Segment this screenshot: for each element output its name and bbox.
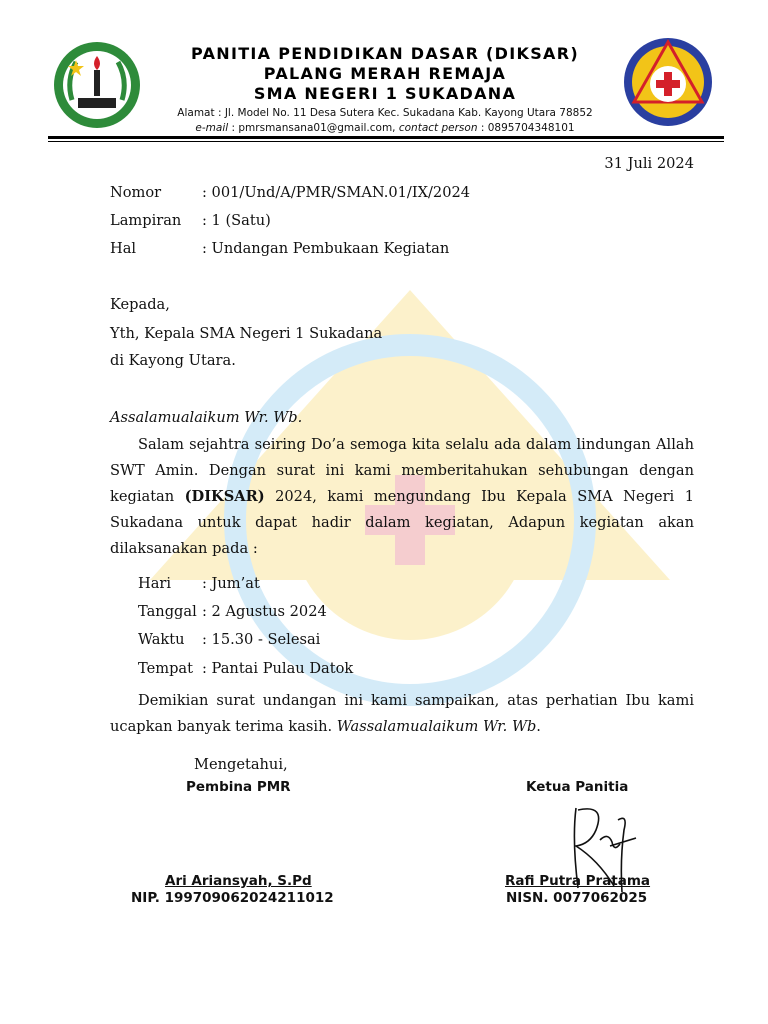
recipient-location: di Kayong Utara. [110,352,236,369]
left-signatory-name: Ari Ariansyah, S.Pd [165,873,312,889]
right-signatory-name: Rafi Putra Pratama [505,873,651,889]
closing-greeting: Wassalamualaikum Wr. Wb [336,718,537,735]
contact-phone: 0895704348101 [487,122,575,134]
letterhead-committee: PANITIA PENDIDIKAN DASAR (DIKSAR) [191,44,579,63]
event-day-row [138,575,260,592]
meta-value: : 001/Und/A/PMR/SMAN.01/IX/2024 [202,184,471,201]
closing-paragraph [110,688,694,740]
letterhead-organization: PALANG MERAH REMAJA [263,64,507,83]
left-signatory-title: Pembina PMR [186,779,291,795]
header-rule-thin [48,141,724,142]
event-value: : 2 Agustus 2024 [202,603,327,620]
event-label: Hari [138,575,172,592]
letterhead [150,44,620,136]
email-label: e-mail [195,122,229,134]
letterhead-contact: e-mail : pmrsmansana01@gmail.com, contact person : 0895704348101 [195,122,575,134]
body-paragraph [110,432,694,562]
event-time-row [138,631,320,648]
recipient-name: Yth, Kepala SMA Negeri 1 Sukadana [110,325,383,342]
event-label: Tanggal [138,603,197,620]
header-rule-thick [48,136,724,139]
event-value: : Pantai Pulau Datok [202,660,354,677]
contact-label: contact person [398,122,478,134]
letter-date: 31 Juli 2024 [604,155,694,172]
event-place-row [138,660,353,677]
meta-label: Lampiran [110,212,182,229]
body-bold-event: (DIKSAR) [184,488,265,505]
meta-subject-row [110,240,449,257]
letterhead-address: Alamat : Jl. Model No. 11 Desa Sutera Kec. Sukadana Kab. Kayong Utara 78852 [177,107,593,119]
meta-label: Nomor [110,184,162,201]
event-value: : 15.30 - Selesai [202,631,321,648]
left-signatory-nip: NIP. 199709062024211012 [131,890,334,906]
event-label: Waktu [138,631,185,648]
recipient-salutation: Kepada, [110,296,170,313]
email-separator: : [228,122,239,134]
right-signatory-title: Ketua Panitia [526,779,629,795]
closing-period: . [536,718,541,735]
right-signatory-nisn: NISN. 0077062025 [506,890,648,906]
meta-label: Hal [110,240,137,257]
event-label: Tempat [138,660,193,677]
body-text: Salam sejahtra seiring Do’a semoga kita selalu ada dalam lindungan Allah SWT Amin. Dengan surat ini kami memberitahukan sehubungan dengan kegiatan [110,436,694,505]
meta-value: : 1 (Satu) [202,212,271,229]
opening-greeting: Assalamualaikum Wr. Wb. [110,409,303,426]
event-value: : Jum’at [202,575,260,592]
letterhead-school: SMA NEGERI 1 SUKADANA [253,84,517,103]
event-date-row [138,603,327,620]
pmr-logo-icon [622,36,714,128]
closing-text: Demikian surat undangan ini kami sampaikan, atas perhatian Ibu kami ucapkan banyak terima kasih. [110,692,694,735]
acknowledged-label: Mengetahui, [194,756,288,773]
school-logo-icon [52,40,142,130]
meta-value: : Undangan Pembukaan Kegiatan [202,240,450,257]
email-address: pmrsmansana01@gmail.com [238,122,393,134]
meta-attachment-row [110,212,271,229]
body-text-cont: 2024, kami mengundang Ibu Kepala SMA Negeri 1 Sukadana untuk dapat hadir dalam kegiatan, Adapun kegiatan akan dilaksanakan pada : [110,488,694,557]
meta-number-row [110,184,470,201]
